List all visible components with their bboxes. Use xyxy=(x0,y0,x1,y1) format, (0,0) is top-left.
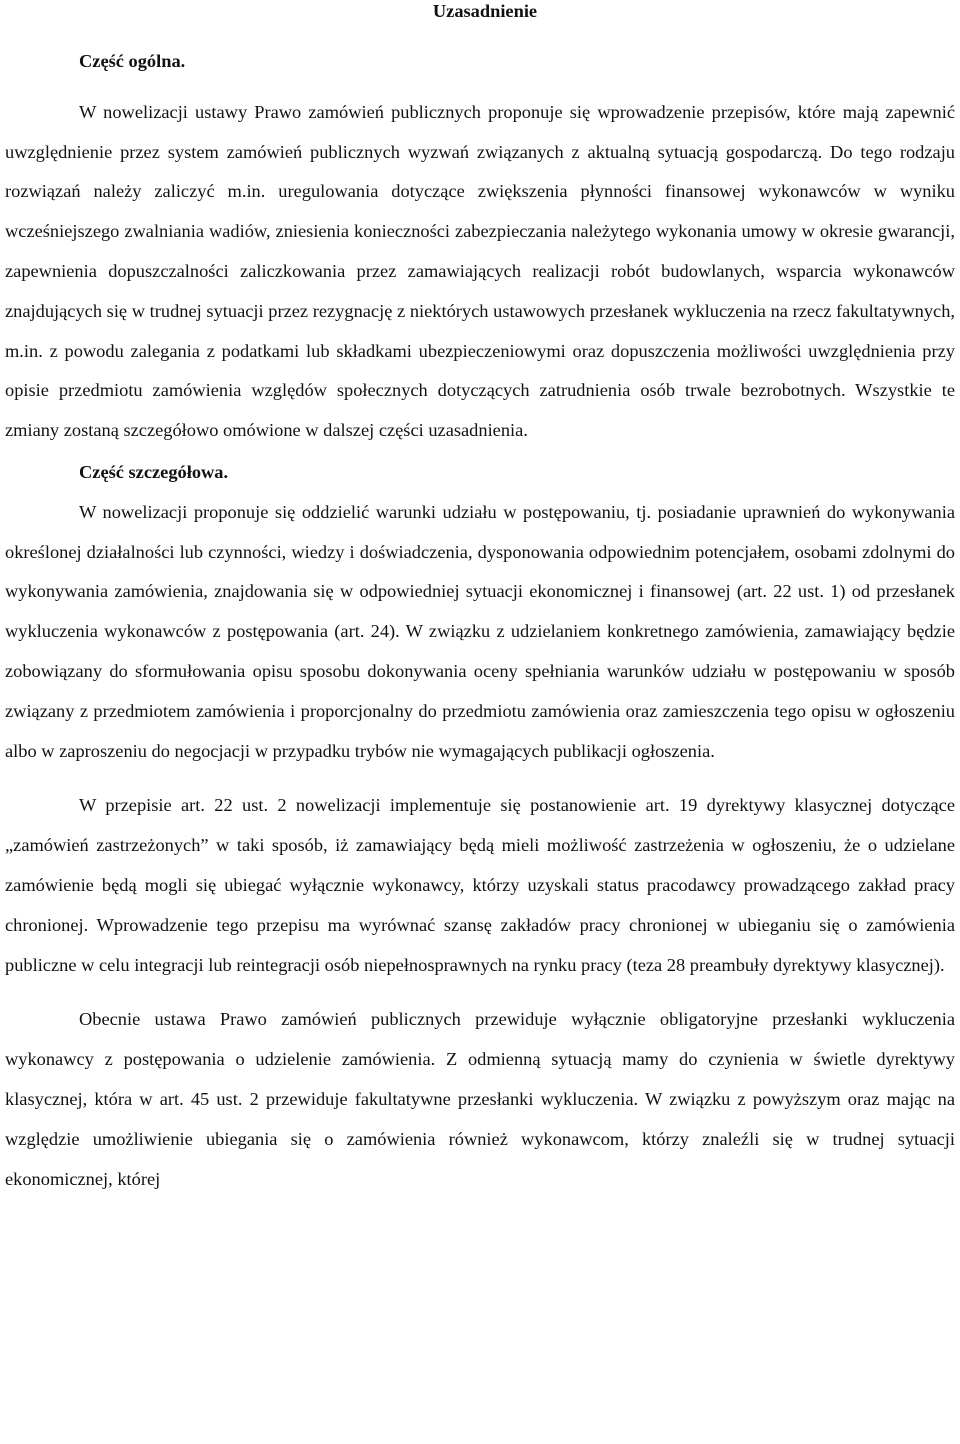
document-page xyxy=(5,0,955,1199)
section-heading-detailed: Część szczegółowa. xyxy=(79,461,229,482)
paragraph-general-intro: W nowelizacji ustawy Prawo zamówień publicznych proponuje się wprowadzenie przepisów, które mają zapewnić uwzględnienie przez system zamówień publicznych wyzwań związanych z aktualną sytuacją gospodarczą. Do tego rodzaju rozwiązań należy zaliczyć m.in. uregulowania dotyczące zwiększenia płynności finansowej wykonawców w wyniku wcześniejszego zwalniania wadiów, zniesienia konieczności zabezpieczania należytego wykonania umowy w okresie gwarancji, zapewnienia dopuszczalności zaliczkowania przez zamawiających realizacji robót budowlanych, wsparcia wykonawców znajdujących się w trudnej sytuacji przez rezygnację z niektórych ustawowych przesłanek wykluczenia na rzecz fakultatywnych, m.in. z powodu zalegania z podatkami lub składkami ubezpieczeniowymi oraz dopuszczenia możliwości uwzględnienia przy opisie przedmiotu zamówienia względów społecznych dotyczących zatrudnienia osób trwale bezrobotnych. Wszystkie te zmiany zostaną szczegółowo omówione w dalszej części uzasadnienia. xyxy=(5,101,955,441)
paragraph-reserved-contracts: W przepisie art. 22 ust. 2 nowelizacji implementuje się postanowienie art. 19 dyrektywy klasycznej dotyczące „zamówień zastrzeżonych” w taki sposób, iż zamawiający będą mieli możliwość zastrzeżenia w ogłoszeniu, że o udzielane zamówienie będą mogli się ubiegać wyłącznie wykonawcy, którzy uzyskali status pracodawcy prowadzącego zakład pracy chronionej. Wprowadzenie tego przepisu ma wyrównać szansę zakładów pracy chronionej w ubieganiu się o zamówienia publiczne w celu integracji lub reintegracji osób niepełnosprawnych na rynku pracy (teza 28 preambuły dyrektywy klasycznej). xyxy=(5,795,955,975)
document-title: Uzasadnienie xyxy=(432,1,538,21)
section-heading-general: Część ogólna. xyxy=(79,51,186,71)
paragraph-exclusion-grounds: Obecnie ustawa Prawo zamówień publicznych przewiduje wyłącznie obligatoryjne przesłanki wykluczenia wykonawcy z postępowania o udzielenie zamówienia. Z odmienną sytuacją mamy do czynienia w świetle dyrektywy klasycznej, która w art. 45 ust. 2 przewiduje fakultatywne przesłanki wykluczenia. W związku z powyższym oraz mając na względzie umożliwienie ubiegania się o zamówienia również wykonawcom, którzy znaleźli się w trudnej sytuacji ekonomicznej, której xyxy=(5,1009,955,1189)
paragraph-participation-conditions: W nowelizacji proponuje się oddzielić warunki udziału w postępowaniu, tj. posiadanie uprawnień do wykonywania określonej działalności lub czynności, wiedzy i doświadczenia, dysponowania odpowiednim potencjałem, osobami zdolnymi do wykonywania zamówienia, znajdowania się w odpowiedniej sytuacji ekonomicznej i finansowej (art. 22 ust. 1) od przesłanek wykluczenia wykonawców z postępowania (art. 24). W związku z udzielaniem konkretnego zamówienia, zamawiający będzie zobowiązany do sformułowania opisu sposobu dokonywania oceny spełniania warunków udziału w postępowaniu w sposób związany z przedmiotem zamówienia i proporcjonalny do przedmiotu zamówienia oraz zamieszczenia tego opisu w ogłoszeniu albo w zaproszeniu do negocjacji w przypadku trybów nie wymagających publikacji ogłoszenia. xyxy=(5,501,955,761)
